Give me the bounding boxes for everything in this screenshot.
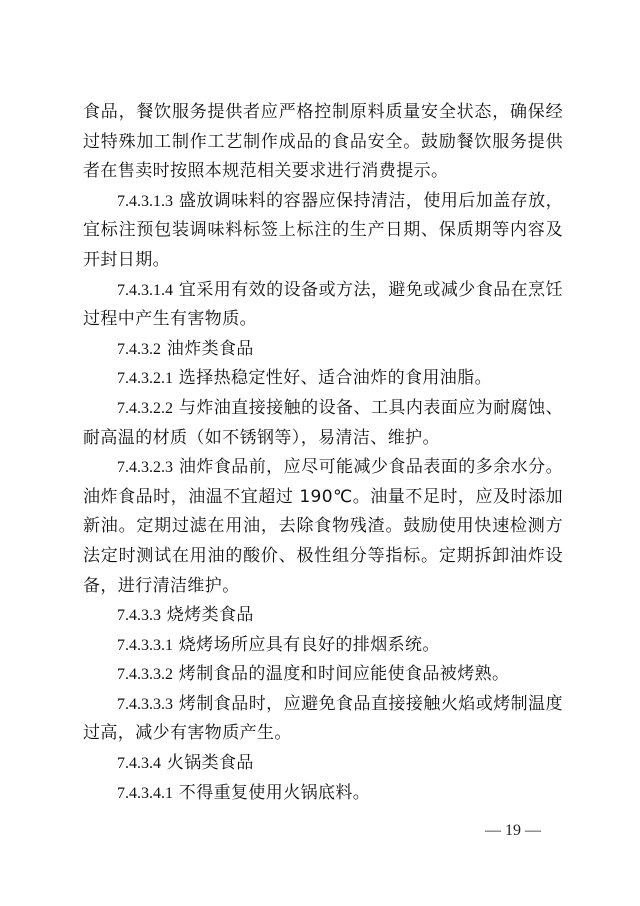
clause-number: 7.4.3.2 (117, 340, 161, 358)
clause-7-4-3-1-4 (83, 276, 563, 335)
clause-number: 7.4.3.1.4 (117, 281, 173, 299)
clause-number: 7.4.3.2.2 (117, 399, 173, 417)
heading-7-4-3-4 (83, 749, 563, 779)
clause-7-4-3-4-1 (83, 779, 563, 809)
clause-text: 烤制食品的温度和时间应能使食品被烤熟。 (173, 664, 510, 685)
heading-7-4-3-2 (83, 335, 563, 365)
paragraph-continuation: 食品，餐饮服务提供者应严格控制原料质量安全状态，确保经过特殊加工制作工艺制作成品的食品安全。鼓励餐饮服务提供者在售卖时按照本规范相关要求进行消费提示。 (83, 102, 563, 182)
clause-number: 7.4.3.3 (117, 607, 161, 625)
body-text (83, 98, 563, 808)
clause-7-4-3-3-3 (83, 690, 563, 749)
clause-text: 盛放调味料的容器应保持清洁，使用后加盖存放，宜标注预包装调味料标签上标注的生产日期、保质期等内容及开封日期。 (83, 190, 563, 270)
clause-text: 火锅类食品 (161, 753, 254, 774)
clause-7-4-3-3-2 (83, 660, 563, 690)
clause-text: 不得重复使用火锅底料。 (173, 782, 371, 803)
clause-number: 7.4.3.3.3 (117, 695, 173, 713)
clause-number: 7.4.3.4.1 (117, 784, 173, 802)
clause-text: 油炸食品前，应尽可能减少食品表面的多余水分。油炸食品时，油温不宜超过 190℃。油量不足时，应及时添加新油。定期过滤在用油，去除食物残渣。鼓励使用快速检测方法定时测试在用油的酸价、极性组分等指标。定期拆卸油炸设备，进行清洁维护。 (83, 457, 563, 596)
clause-7-4-3-2-2 (83, 394, 563, 453)
clause-7-4-3-2-3 (83, 453, 563, 601)
clause-text: 选择热稳定性好、适合油炸的食用油脂。 (173, 368, 493, 389)
clause-7-4-3-1-3 (83, 187, 563, 276)
clause-number: 7.4.3.2.1 (117, 370, 173, 388)
clause-7-4-3-2-1 (83, 364, 563, 394)
clause-text: 烧烤类食品 (161, 605, 254, 626)
clause-text: 烧烤场所应具有良好的排烟系统。 (173, 634, 440, 655)
clause-text: 油炸类食品 (161, 338, 254, 359)
clause-number: 7.4.3.1.3 (117, 192, 173, 210)
clause-text: 宜采用有效的设备或方法，避免或减少食品在烹饪过程中产生有害物质。 (83, 279, 563, 330)
page-number: — 19 — (485, 822, 541, 839)
clause-text: 与炸油直接接触的设备、工具内表面应为耐腐蚀、耐高温的材质（如不锈钢等），易清洁、维护。 (83, 397, 563, 448)
clause-text: 烤制食品时，应避免食品直接接触火焰或烤制温度过高，减少有害物质产生。 (83, 693, 563, 744)
clause-number: 7.4.3.3.1 (117, 636, 173, 654)
clause-7-4-3-3-1 (83, 631, 563, 661)
clause-number: 7.4.3.2.3 (117, 459, 173, 477)
heading-7-4-3-3 (83, 601, 563, 631)
clause-number: 7.4.3.3.2 (117, 666, 173, 684)
clause-number: 7.4.3.4 (117, 755, 161, 773)
